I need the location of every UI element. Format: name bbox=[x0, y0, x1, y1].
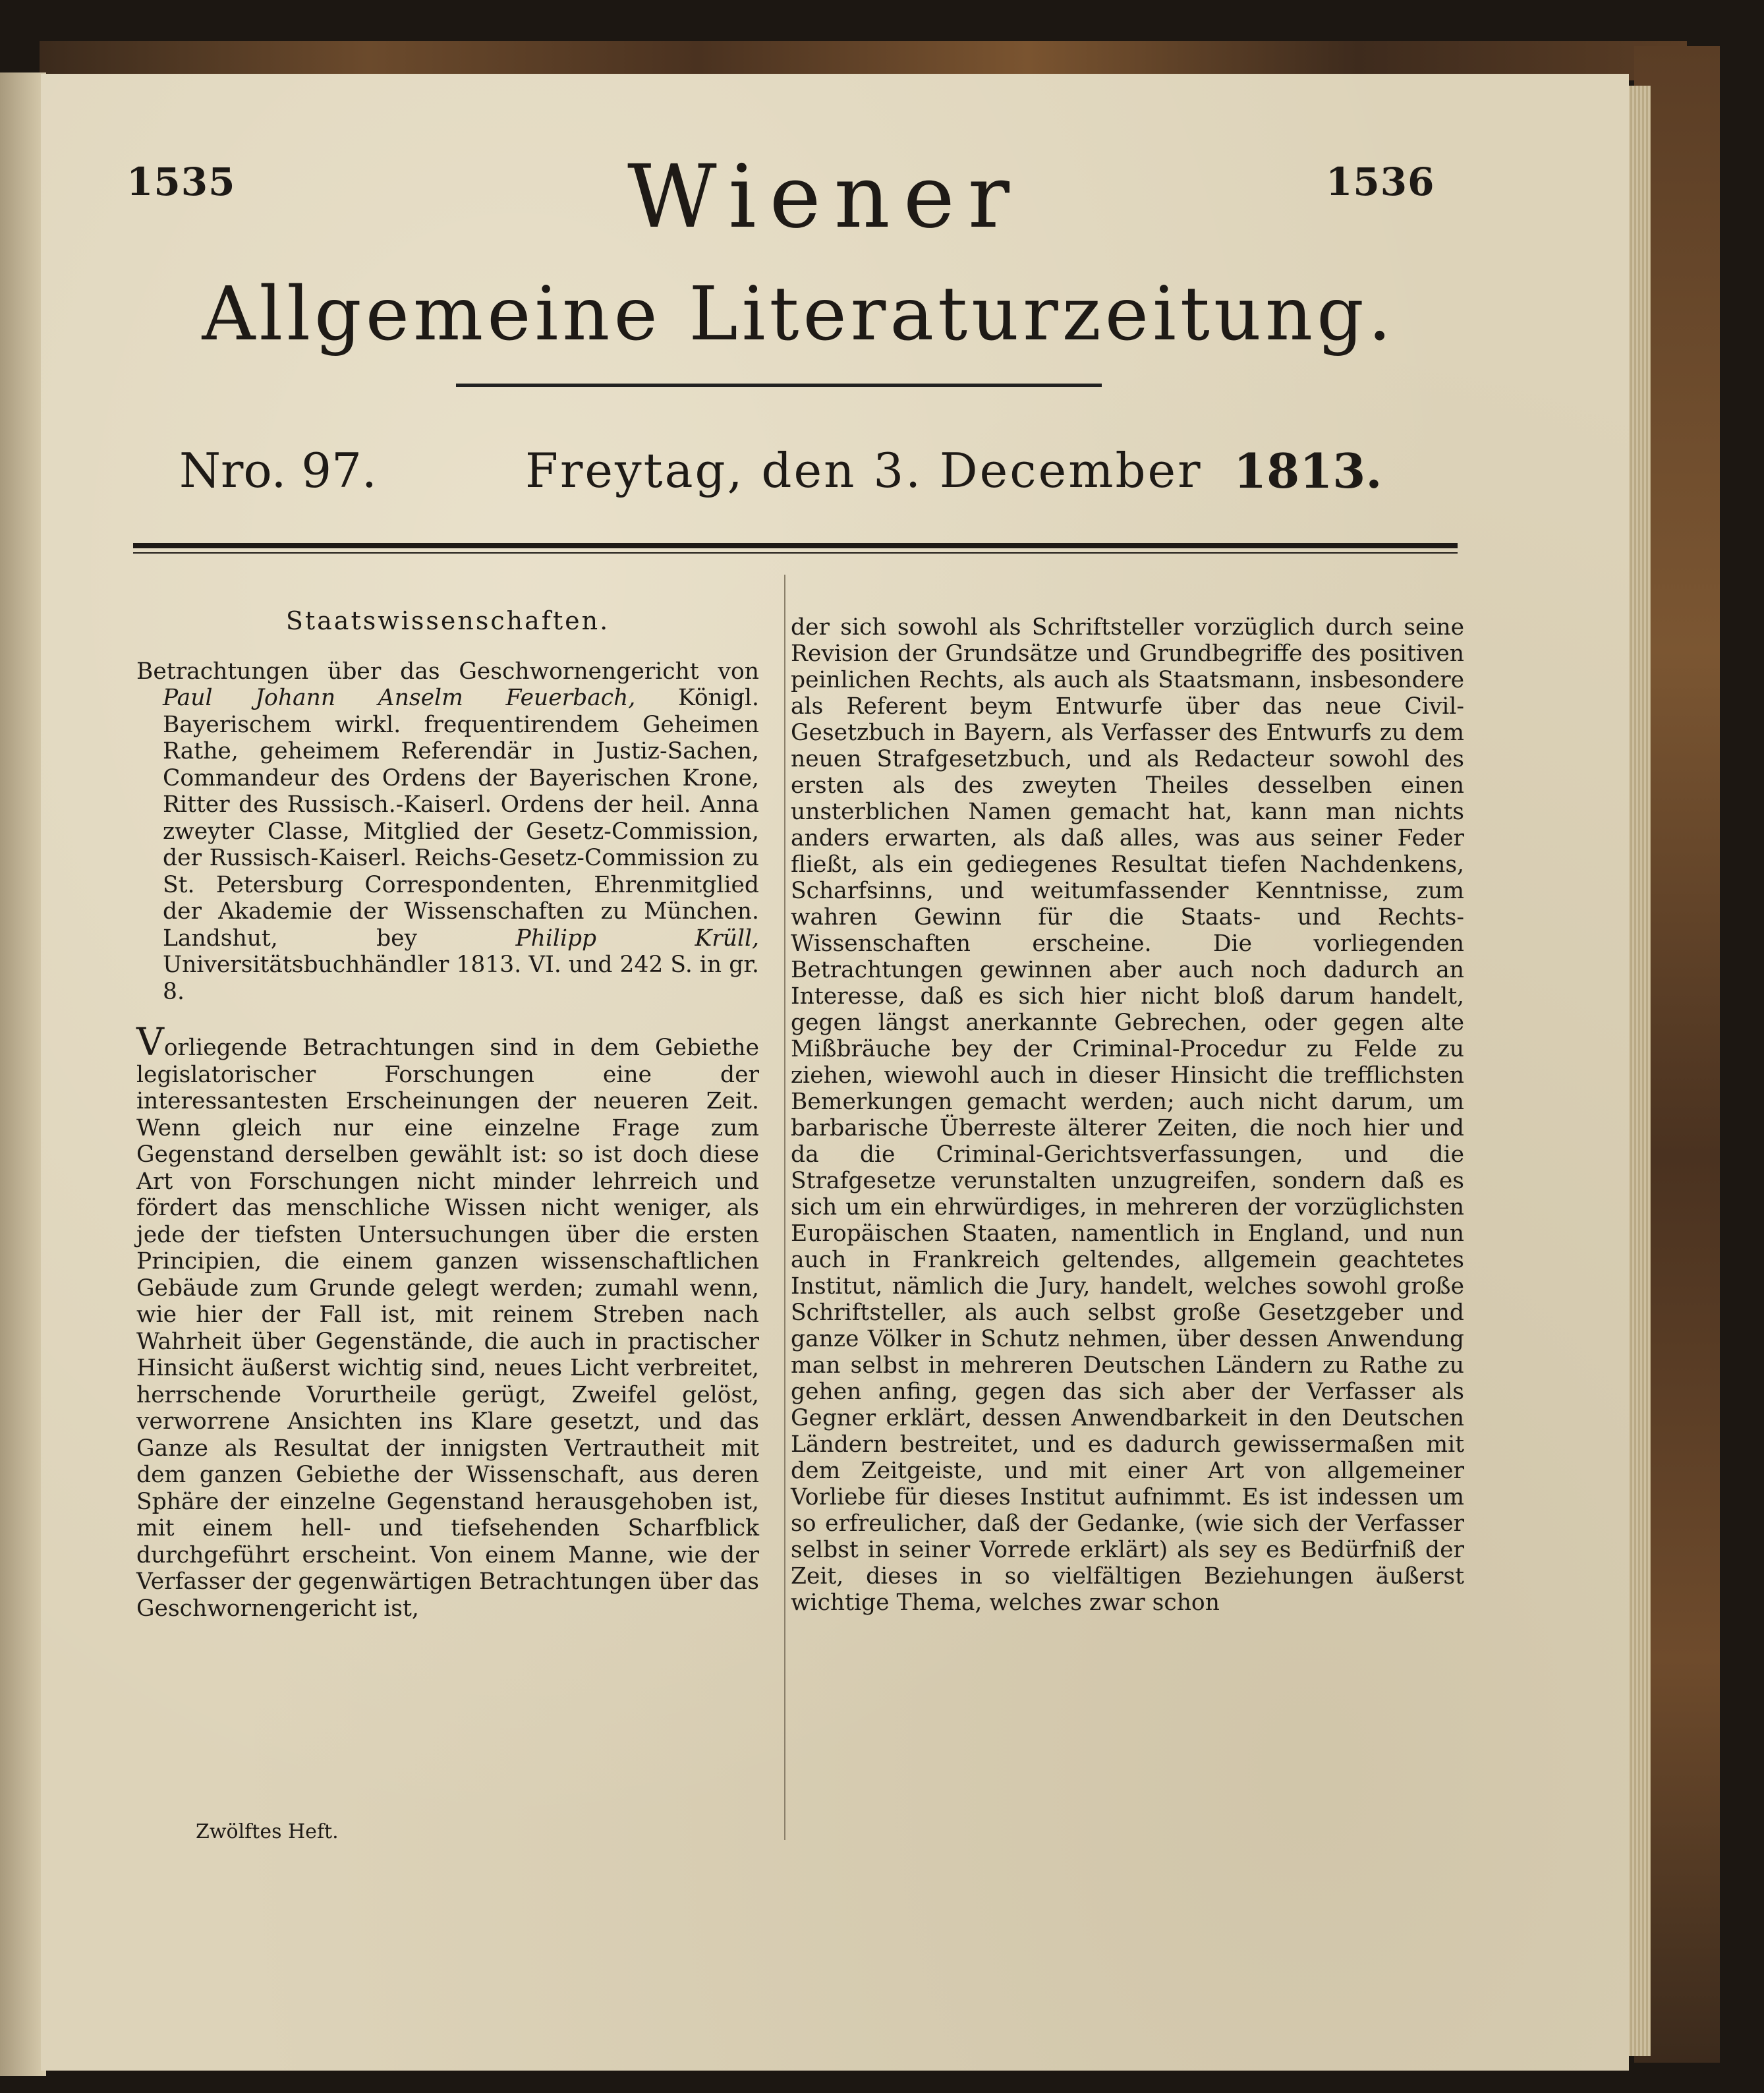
review-publisher: Philipp Krüll, bbox=[515, 925, 759, 952]
section-heading: Staatswissenschaften. bbox=[285, 606, 610, 635]
masthead-rule bbox=[456, 384, 1102, 387]
facing-page-edge bbox=[0, 72, 46, 2076]
review-citation bbox=[136, 658, 759, 1006]
header-rule-thin bbox=[133, 552, 1458, 554]
issue-year: 1813. bbox=[1234, 443, 1382, 499]
newspaper-page bbox=[41, 74, 1629, 2071]
review-body-right: der sich sowohl als Schriftsteller vorzüglich durch seine Revision der Grundsätze und Grundbegriffe des positiven peinlichen Rechts, als auch als Staatsmann, insbesondere als Referent beym Entwurfe über das neue Civil-Gesetzbuch in Bayern, als Verfasser des Entwurfs zu dem neuen Strafgesetzbuch, und als Redacteur sowohl des ersten als des zweyten Theiles desselben einen unsterblichen Namen gemacht hat, kann man nichts anders erwarten, als daß alles, was aus seiner Feder fließt, als ein gediegenes Resultat tiefen Nachdenkens, Scharfsinns, und weitumfassender Kenntnisse, zum wahren Gewinn für die Staats- und Rechts-Wissenschaften erscheine. Die vorliegenden Betrachtungen gewinnen aber auch noch dadurch an Interesse, daß es sich hier nicht bloß darum handelt, gegen längst anerkannte Gebrechen, oder gegen alte Mißbräuche bey der Criminal-Procedur zu Felde zu ziehen, wiewohl auch in dieser Hinsicht die trefflichsten Bemerkungen gemacht werden; auch nicht darum, um barbarische Überreste älterer Zeiten, die noch hier und da die Criminal-Gerichtsverfassungen, und die Strafgesetze verunstalten unzugreifen, sondern daß es sich um ein ehrwürdiges, in mehreren der vorzüglichsten Europäischen Staaten, namentlich in England, und nun auch in Frankreich geltendes, allgemein geachtetes Institut, nämlich die Jury, handelt, welches sowohl große Schriftsteller, als auch selbst große Gesetzgeber und ganze Völker in Schutz nehmen, über dessen Anwendung man selbst in mehreren Deutschen Ländern zu Rathe zu gehen anfing, gegen das sich aber der Verfasser als Gegner erklärt, dessen Anwendbarkeit in den Deutschen Ländern bestreitet, und es dadurch gewissermaßen mit dem Zeitgeiste, und mit einer Art von allgemeiner Vorliebe für dieses Institut aufnimmt. Es ist indessen um so erfreulicher, daß der Gedanke, (wie sich der Verfasser selbst in seiner Vorrede erklärt) als sey es Bedürfniß der Zeit, dieses in so vielfältigen Beziehungen äußerst wichtige Thema, welches zwar schon bbox=[791, 614, 1464, 1616]
left-column bbox=[136, 608, 759, 1622]
page-number-right: 1536 bbox=[1326, 159, 1435, 204]
issue-number: Nro. 97. bbox=[179, 443, 377, 498]
masthead-line-1: Wiener bbox=[627, 146, 1023, 248]
review-author: Paul Johann Anselm Feuerbach, bbox=[163, 685, 636, 711]
review-body-left: Vorliegende Betrachtungen sind in dem Gebiethe legislatorischer Forschungen eine der interessantesten Erscheinungen der neueren Zeit. Wenn gleich nur eine einzelne Frage zum Gegenstand derselben gewählt ist: so ist doch diese Art von Forschungen nicht minder lehrreich und fördert das menschliche Wissen nicht weniger, als jede der tiefsten Untersuchungen über die ersten Principien, die einem ganzen wissenschaftlichen Gebäude zum Grunde gelegt werden; zumahl wenn, wie hier der Fall ist, mit reinem Streben nach Wahrheit über Gegenstände, die auch in practischer Hinsicht äußerst wichtig sind, neues Licht verbreitet, herrschende Vorurtheile gerügt, Zweifel gelöst, verworrene Ansichten ins Klare gesetzt, und das Ganze als Resultat der innigsten Vertrautheit mit dem ganzen Gebiethe der Wissenschaft, aus deren Sphäre der einzelne Gegenstand herausgehoben ist, mit einem hell- und tiefsehenden Scharfblick durchgeführt erscheint. Von einem Manne, wie der Verfasser der gegenwärtigen Betrachtungen über das Geschwornengericht ist, bbox=[136, 1019, 759, 1622]
review-title-part-1: Betrachtungen über das Geschwornengericht von bbox=[136, 658, 759, 685]
review-title-part-2: Königl. Bayerischem wirkl. frequentirendem Geheimen Rathe, geheimem Referendär in Justiz-Sachen, Commandeur des Ordens der Bayerischen Krone, Ritter des Russisch.-Kaiserl. Ordens der heil. Anna zweyter Classe, Mitglied der Gesetz-Commission, der Russisch-Kaiserl. Reichs-Gesetz-Commission zu St. Petersburg Correspondenten, Ehrenmitglied der Akademie der Wissenschaften zu München. Landshut, bey bbox=[163, 685, 759, 952]
header-rule-thick bbox=[133, 543, 1458, 548]
signature-mark: Zwölftes Heft. bbox=[196, 1820, 339, 1843]
review-title-part-3: Universitätsbuchhändler 1813. VI. und 242 S. in gr. 8. bbox=[163, 952, 759, 1005]
page-number-left: 1535 bbox=[127, 159, 236, 204]
masthead-line-2: Allgemeine Literaturzeitung. bbox=[202, 272, 1396, 357]
issue-date: Freytag, den 3. December bbox=[525, 443, 1203, 498]
right-column bbox=[784, 614, 1464, 1616]
